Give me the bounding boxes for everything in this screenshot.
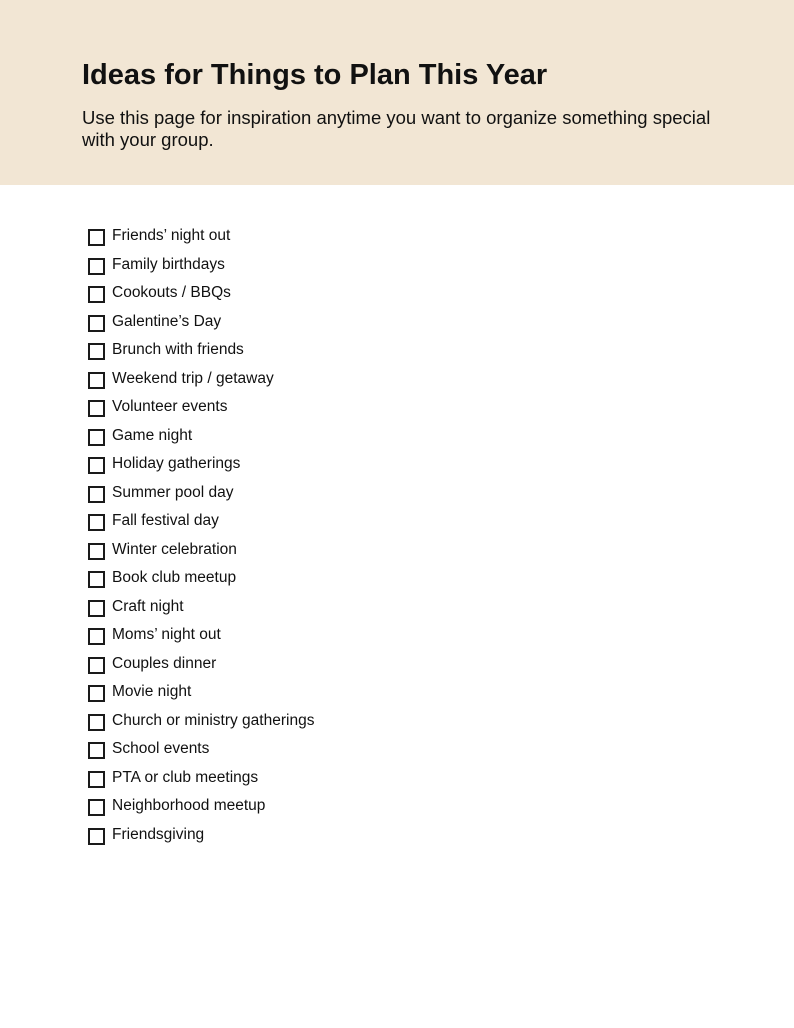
checklist-item-label: Family birthdays	[112, 255, 225, 273]
checkbox[interactable]	[88, 685, 105, 702]
checklist-item-label: Neighborhood meetup	[112, 797, 266, 815]
checkbox[interactable]	[88, 657, 105, 674]
checklist-item-label: Friends’ night out	[112, 227, 231, 245]
checkbox[interactable]	[88, 828, 105, 845]
checklist-item	[88, 621, 314, 650]
checklist-item	[88, 564, 314, 593]
checkbox[interactable]	[88, 400, 105, 417]
checklist-item	[88, 764, 314, 793]
checkbox[interactable]	[88, 372, 105, 389]
checklist-item	[88, 821, 314, 850]
checklist-item	[88, 393, 314, 422]
checklist-item-label: PTA or club meetings	[112, 768, 259, 786]
checklist-item	[88, 308, 314, 337]
checklist-item	[88, 507, 314, 536]
checklist-item-label: Fall festival day	[112, 512, 219, 530]
checklist-item	[88, 336, 314, 365]
checklist-item-label: Weekend trip / getaway	[112, 369, 274, 387]
checklist-item-label: Book club meetup	[112, 569, 237, 587]
checkbox[interactable]	[88, 742, 105, 759]
checklist-item	[88, 735, 314, 764]
checkbox[interactable]	[88, 771, 105, 788]
checklist-item-label: Cookouts / BBQs	[112, 284, 231, 302]
checklist-item	[88, 650, 314, 679]
checklist-item-label: Craft night	[112, 597, 184, 615]
checklist-item	[88, 450, 314, 479]
checkbox[interactable]	[88, 714, 105, 731]
checklist-item	[88, 792, 314, 821]
checklist-item	[88, 422, 314, 451]
checkbox[interactable]	[88, 343, 105, 360]
checklist-item-label: Winter celebration	[112, 540, 237, 558]
checkbox[interactable]	[88, 315, 105, 332]
checkbox[interactable]	[88, 799, 105, 816]
checkbox[interactable]	[88, 514, 105, 531]
checklist-item-label: Holiday gatherings	[112, 455, 241, 473]
checklist-item	[88, 678, 314, 707]
checklist-item-label: Summer pool day	[112, 483, 234, 501]
page-subtitle: Use this page for inspiration anytime you want to organize something special with your group.	[82, 107, 711, 150]
checklist	[88, 222, 314, 849]
page-title: Ideas for Things to Plan This Year	[82, 59, 548, 91]
checklist-item-label: Galentine’s Day	[112, 312, 222, 330]
checkbox[interactable]	[88, 258, 105, 275]
checklist-item-label: Movie night	[112, 683, 192, 701]
checkbox[interactable]	[88, 628, 105, 645]
checkbox[interactable]	[88, 429, 105, 446]
checklist-item	[88, 365, 314, 394]
checklist-item	[88, 251, 314, 280]
checklist-item-label: Moms’ night out	[112, 626, 221, 644]
checklist-item	[88, 536, 314, 565]
checkbox[interactable]	[88, 229, 105, 246]
checklist-item-label: Volunteer events	[112, 398, 228, 416]
checklist-item	[88, 279, 314, 308]
checkbox[interactable]	[88, 457, 105, 474]
checklist-item-label: Church or ministry gatherings	[112, 711, 315, 729]
checklist-item-label: School events	[112, 740, 210, 758]
checkbox[interactable]	[88, 571, 105, 588]
checklist-item-label: Couples dinner	[112, 654, 217, 672]
checklist-item-label: Brunch with friends	[112, 341, 244, 359]
checkbox[interactable]	[88, 486, 105, 503]
checklist-item	[88, 479, 314, 508]
checklist-item-label: Game night	[112, 426, 193, 444]
checkbox[interactable]	[88, 600, 105, 617]
checkbox[interactable]	[88, 286, 105, 303]
checklist-item	[88, 222, 314, 251]
checkbox[interactable]	[88, 543, 105, 560]
checklist-item-label: Friendsgiving	[112, 825, 205, 843]
checklist-item	[88, 593, 314, 622]
checklist-item	[88, 707, 314, 736]
header-banner	[0, 0, 794, 185]
